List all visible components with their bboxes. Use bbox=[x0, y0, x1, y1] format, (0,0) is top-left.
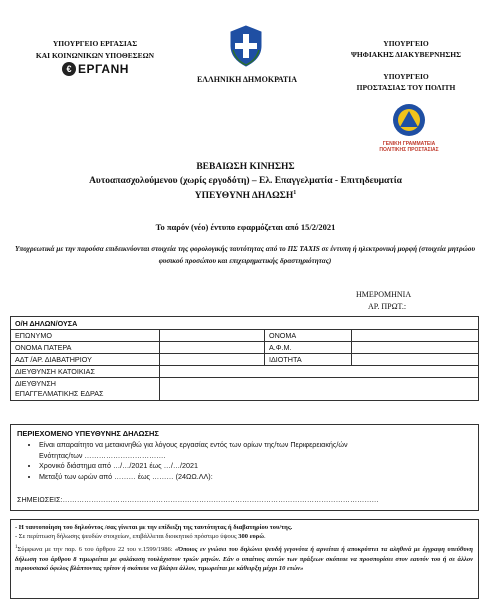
civil-protection-line2: ΠΟΛΙΤΙΚΗΣ ΠΡΟΣΤΑΣΙΑΣ bbox=[379, 147, 439, 153]
table-row bbox=[11, 366, 479, 378]
ergani-logo bbox=[62, 62, 129, 76]
civil-protection-label bbox=[367, 141, 451, 153]
surname-label: ΕΠΩΝΥΜΟ bbox=[11, 330, 160, 342]
bullet1-line2: Ενότητας/των ……………………………. bbox=[39, 450, 166, 460]
footnote-marker: 1 bbox=[293, 190, 297, 196]
name-field[interactable] bbox=[352, 330, 479, 342]
taxis-intro-text: Υποχρεωτικά με την παρούσα επιδεικνύονται στοιχεία της φορολογικής ταυτότητας από το ΠΣ TAXIS σε έντυπη ή ηλεκτρονική μορφή (στοιχεία μητρώου φυσικού προσώπου και επιχειρηματικής δραστηριότητας) bbox=[15, 245, 475, 265]
list-item[interactable]: • Χρονικό διάστημα από …/…/2021 έως …/…/2021 bbox=[39, 461, 469, 472]
hellenic-republic-title: ΕΛΛΗΝΙΚΗ ΔΗΜΟΚΡΑΤΙΑ bbox=[196, 75, 298, 84]
law-reference: Σύμφωνα με την παρ. 6 του άρθρου 22 του ν.1599/1986: bbox=[17, 546, 175, 554]
table-row bbox=[11, 378, 479, 401]
protocol-number-label: ΑΡ. ΠΡΩΤ.: bbox=[368, 302, 407, 311]
work-address-line2: ΕΠΑΓΓΕΛΜΑΤΙΚΗΣ ΕΔΡΑΣ bbox=[15, 389, 104, 398]
name-label: ΟΝΟΜΑ bbox=[265, 330, 352, 342]
civil-protection-logo-icon bbox=[392, 103, 426, 137]
ministries-right-label bbox=[340, 38, 472, 93]
bullet1-line1: • Είναι απαραίτητο να μετακινηθώ για λόγους εργασίας εντός των ορίων της/των Περιφερειακής/ών bbox=[39, 440, 348, 449]
table-row bbox=[11, 342, 479, 354]
ministry-protection-line1: ΥΠΟΥΡΓΕΙΟ bbox=[383, 72, 429, 81]
declarant-heading: Ο/Η ΔΗΛΩΝ/ΟΥΣΑ bbox=[11, 317, 479, 330]
ministry-protection-line2: ΠΡΟΣΤΑΣΙΑΣ ΤΟΥ ΠΟΛΙΤΗ bbox=[356, 83, 456, 92]
father-name-label: ΟΝΟΜΑ ΠΑΤΕΡΑ bbox=[11, 342, 160, 354]
date-label: ΗΜΕΡΟΜΗΝΙΑ bbox=[356, 290, 412, 299]
civil-protection-line1: ΓΕΝΙΚΗ ΓΡΑΜΜΑΤΕΙΑ bbox=[382, 141, 436, 147]
ministry-digital-line1: ΥΠΟΥΡΓΕΙΟ bbox=[383, 39, 429, 48]
list-item[interactable]: • Μεταξύ των ωρών από ……… έως ……… (24ΩΩ.ΛΛ): bbox=[39, 472, 469, 483]
movement-certificate-title: ΒΕΒΑΙΩΣΗ ΚΙΝΗΣΗΣ bbox=[196, 162, 295, 172]
id-number-label: ΑΔΤ /ΑΡ. ΔΙΑΒΑΤΗΡΙΟΥ bbox=[11, 354, 160, 366]
ergani-logo-icon: € bbox=[62, 62, 76, 76]
footnote-number: 1 bbox=[15, 545, 18, 550]
table-row bbox=[11, 354, 479, 366]
capacity-label: ΙΔΙΟΤΗΤΑ bbox=[265, 354, 352, 366]
declaration-bullets bbox=[27, 440, 469, 482]
fine-note bbox=[15, 532, 266, 542]
home-address-field[interactable] bbox=[160, 366, 479, 378]
ergani-logo-text: ΕΡΓΑΝΗ bbox=[78, 62, 129, 76]
notes-field[interactable]: ΣΗΜΕΙΩΣΕΙΣ:…………………………………………………………………………………………………………………… bbox=[17, 495, 379, 504]
id-number-field[interactable] bbox=[160, 354, 265, 366]
capacity-field[interactable] bbox=[352, 354, 479, 366]
self-employed-subtitle: Αυτοαπασχολούμενου (χωρίς εργοδότη) – Ελ. Επαγγελματία - Επιτηδευματία bbox=[89, 176, 402, 186]
law-quote: «Όποιος εν γνώσει του δηλώνει ψευδή γεγονότα ή αρνείται ή αποκρύπτει τα αληθινά με έγγραφη υπεύθυνη δήλωση του άρθρου 8 τιμωρείται με φυλάκιση τουλάχιστον τριών μηνών. Εάν ο υπαίτιος αυτών των πράξεων σκόπευε να προσπορίσει στον εαυτόν του ή σε άλλον περιουσιακό όφελος βλάπτοντας τρίτον ή σκόπευε να βλάψει άλλον, τιμωρείται με κάθειρξη μέχρι 10 ετών» bbox=[15, 546, 473, 573]
applies-from-notice: Το παρόν (νέο) έντυπο εφαρμόζεται από 15/2/2021 bbox=[155, 222, 336, 232]
fine-note-end: . bbox=[263, 533, 266, 540]
work-address-field[interactable] bbox=[160, 378, 479, 401]
ministry-labour-line1: ΥΠΟΥΡΓΕΙΟ ΕΡΓΑΣΙΑΣ bbox=[52, 39, 138, 48]
home-address-label: ΔΙΕΥΘΥΝΣΗ ΚΑΤΟΙΚΙΑΣ bbox=[11, 366, 160, 378]
father-name-field[interactable] bbox=[160, 342, 265, 354]
identification-note: - Η ταυτοποίηση του δηλούντος /σας γίνεται με την επίδειξη της ταυτότητας ή διαβατηρίου του/της. bbox=[15, 524, 293, 531]
declaration-content-box bbox=[10, 424, 479, 511]
declaration-content-title: ΠΕΡΙΕΧΟΜΕΝΟ ΥΠΕΥΘΥΝΗΣ ΔΗΛΩΣΗΣ bbox=[17, 429, 159, 438]
surname-field[interactable] bbox=[160, 330, 265, 342]
greek-coat-of-arms-icon bbox=[228, 24, 264, 68]
ministry-labour-label bbox=[20, 38, 170, 62]
ministry-labour-line2: ΚΑΙ ΚΟΙΝΩΝΙΚΩΝ ΥΠΟΘΕΣΕΩΝ bbox=[35, 51, 155, 60]
solemn-declaration-text: ΥΠΕΥΘΥΝΗ ΔΗΛΩΣΗ bbox=[194, 191, 294, 202]
work-address-label bbox=[11, 378, 160, 401]
fine-note-text: - Σε περίπτωση δήλωσης ψευδών στοιχείων, επιβάλλεται διοικητικό πρόστιμο ύψους bbox=[15, 533, 239, 540]
law-footnote bbox=[15, 543, 473, 574]
declarant-table bbox=[10, 316, 479, 401]
afm-field[interactable] bbox=[352, 342, 479, 354]
work-address-line1: ΔΙΕΥΘΥΝΣΗ bbox=[15, 379, 56, 388]
solemn-declaration-title bbox=[0, 190, 491, 201]
list-item[interactable] bbox=[39, 440, 469, 461]
fine-amount: 300 ευρώ bbox=[238, 533, 264, 540]
table-row bbox=[11, 330, 479, 342]
legal-footer-box bbox=[10, 519, 479, 599]
ministry-digital-line2: ΨΗΦΙΑΚΗΣ ΔΙΑΚΥΒΕΡΝΗΣΗΣ bbox=[350, 50, 462, 59]
afm-label: Α.Φ.Μ. bbox=[265, 342, 352, 354]
